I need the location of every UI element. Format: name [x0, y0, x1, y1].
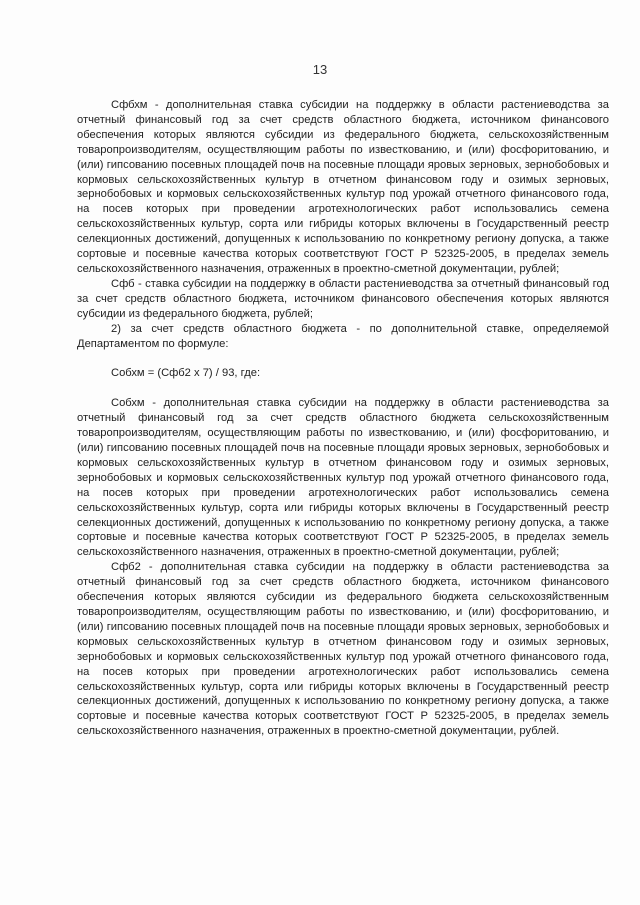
document-body: [77, 98, 609, 739]
paragraph-sfbhm-definition: Сфбхм - дополнительная ставка субсидии на поддержку в области растениеводства за отчетный финансовый год за счет средств областного бюджета, источником финансового обеспечения которых являются субсидии из федерального бюджета, сельскохозяйственным товаропроизводителям, осуществляющим работы по известкованию, и (или) фосфоритованию, и (или) гипсованию посевных площадей почв на посевные площади яровых зерновых, зернобобовых и кормовых сельскохозяйственных культур в отчетном финансовом году и озимых зерновых, зернобобовых и кормовых сельскохозяйственных культур под урожай отчетного финансового года, на посев которых при проведении агротехнологических работ использовались семена сельскохозяйственных культур, сорта или гибриды которых включены в Государственный реестр селекционных достижений, допущенных к использованию по конкретному региону допуска, а также сортовые и посевные качества которых соответствуют ГОСТ Р 52325-2005, в пределах земель сельскохозяйственного назначения, отраженных в проектно-сметной документации, рублей;: [77, 99, 609, 275]
paragraph-regional-budget-rate: 2) за счет средств областного бюджета - по дополнительной ставке, определяемой Департаментом по формуле:: [77, 322, 609, 350]
paragraph-sobhm-definition: Собхм - дополнительная ставка субсидии на поддержку в области растениеводства за отчетный финансовый год за счет средств областного бюджета сельскохозяйственным товаропроизводителям, осуществляющим работы по известкованию, и (или) фосфоритованию, и (или) гипсованию посевных площадей почв на посевные площади яровых зерновых, зернобобовых и кормовых сельскохозяйственных культур в отчетном финансовом году и озимых зерновых, зернобобовых и кормовых сельскохозяйственных культур под урожай отчетного финансового года, на посев которых при проведении агротехнологических работ использовались семена сельскохозяйственных культур, сорта или гибриды которых включены в Государственный реестр селекционных достижений, допущенных к использованию по конкретному региону допуска, а также сортовые и посевные качества которых соответствуют ГОСТ Р 52325-2005, в пределах земель сельскохозяйственного назначения, отраженных в проектно-сметной документации, рублей;: [77, 397, 609, 559]
paragraph-sfb-definition: Сфб - ставка субсидии на поддержку в области растениеводства за отчетный финансовый год за счет средств областного бюджета, источником финансового обеспечения которых являются субсидии из федерального бюджета, рублей;: [77, 277, 609, 320]
paragraph-sfb2-definition: Сфб2 - дополнительная ставка субсидии на поддержку в области растениеводства за отчетный финансовый год за счет средств областного бюджета, источником финансового обеспечения которых являются субсидии из федерального бюджета сельскохозяйственным товаропроизводителям, осуществляющим работы по известкованию, и (или) фосфоритованию, и (или) гипсованию посевных площадей почв на посевные площади яровых зерновых, зернобобовых и кормовых сельскохозяйственных культур в отчетном финансовом году и озимых зерновых, зернобобовых и кормовых сельскохозяйственных культур под урожай отчетного финансового года, на посев которых при проведении агротехнологических работ использовались семена сельскохозяйственных культур, сорта или гибриды которых включены в Государственный реестр селекционных достижений, допущенных к использованию по конкретному региону допуска, а также сортовые и посевные качества которых соответствуют ГОСТ Р 52325-2005, в пределах земель сельскохозяйственного назначения, отраженных в проектно-сметной документации, рублей.: [77, 561, 609, 738]
formula-sobhm: Собхм = (Сфб2 x 7) / 93, где:: [111, 367, 261, 380]
page-number: 13: [312, 62, 328, 77]
